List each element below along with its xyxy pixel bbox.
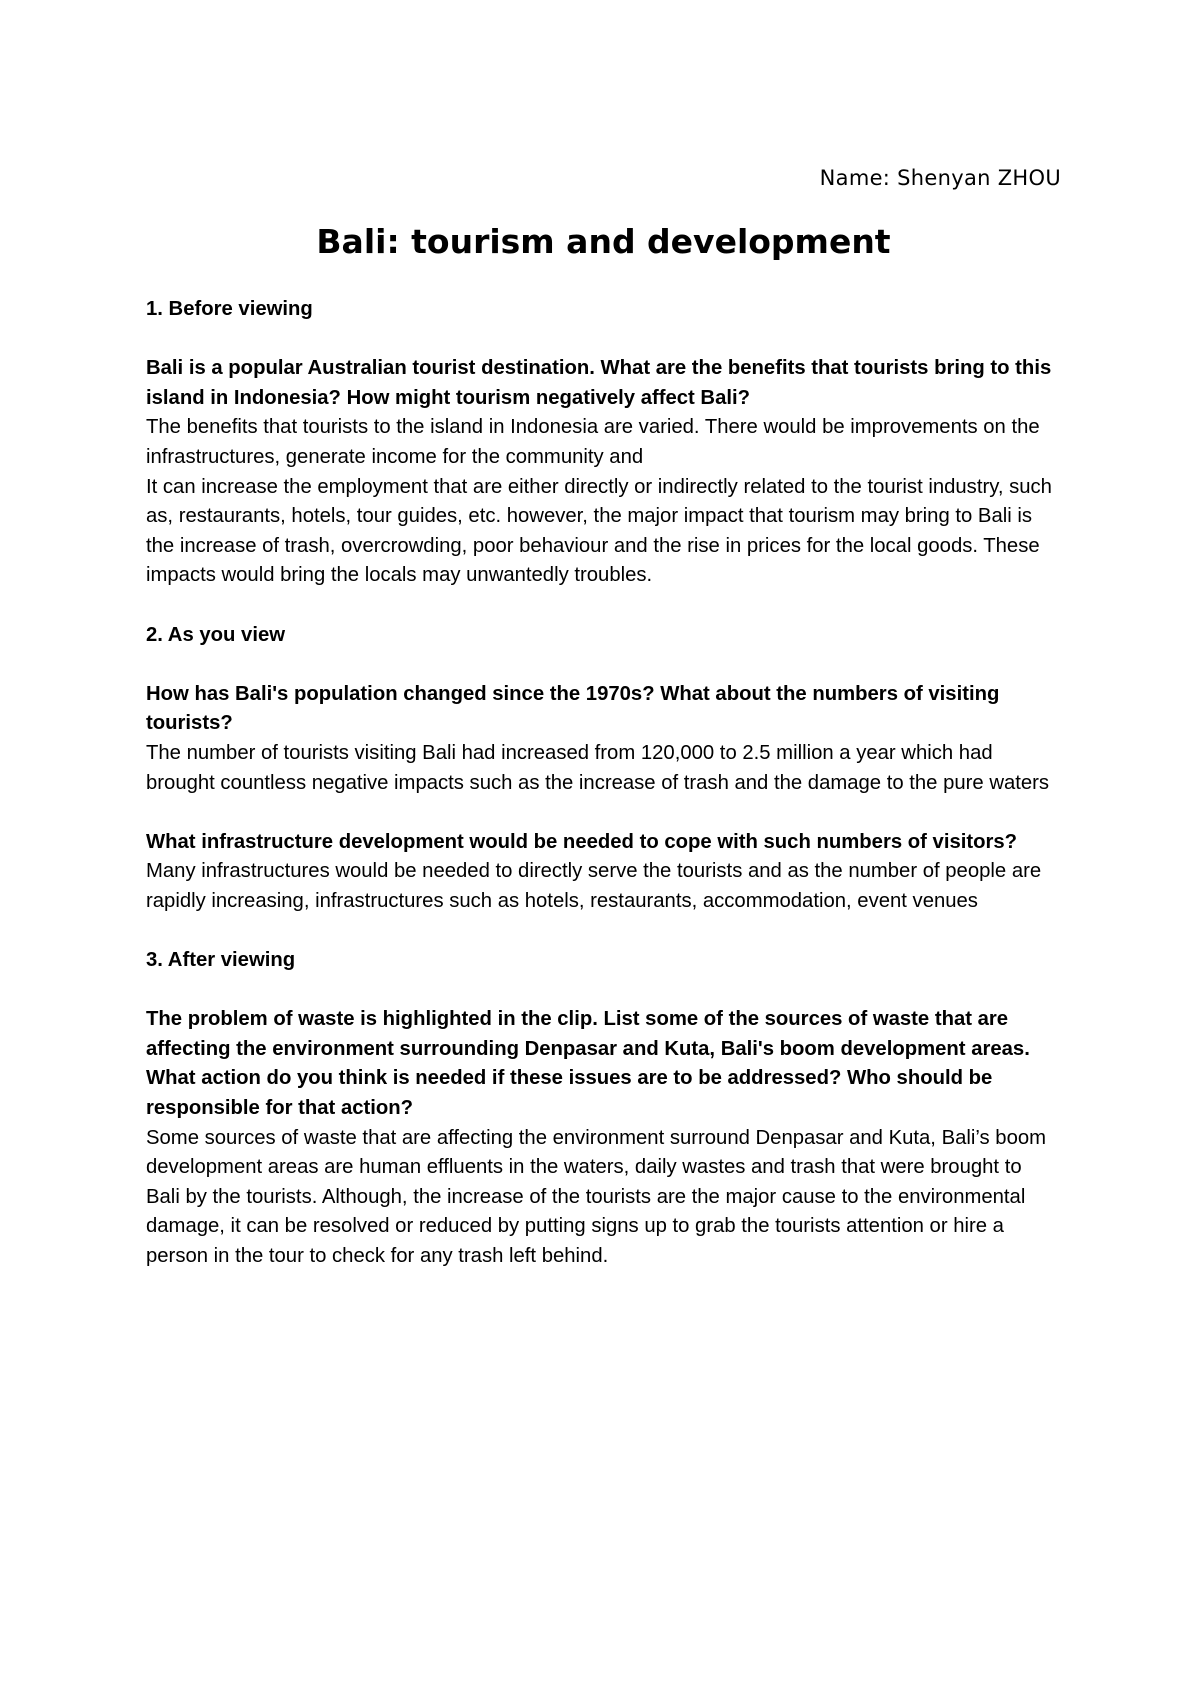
blank-line <box>146 591 1061 621</box>
blank-line <box>146 325 1061 355</box>
question-text: How has Bali's population changed since the 1970s? What about the numbers of visiting tourists? <box>146 682 1000 735</box>
section-heading: 3. After viewing <box>146 949 296 972</box>
blank-line <box>146 916 1061 946</box>
answer-text: The benefits that tourists to the island in Indonesia are varied. There would be improvements on the infrastructures, generate income for the community and <box>146 416 1040 468</box>
blank-line <box>146 976 1061 1006</box>
answer-text: Many infrastructures would be needed to directly serve the tourists and as the number of people are rapidly increasing, infrastructures such as hotels, restaurants, accommodation, event venues <box>146 860 1042 912</box>
question-text: What infrastructure development would be needed to cope with such numbers of visitors? <box>146 830 1018 853</box>
question-text: The problem of waste is highlighted in the clip. List some of the sources of waste that are affecting the environment surrounding Denpasar and Kuta, Bali's boom development areas. What action do you think is needed if these issues are to be addressed? Who should be responsible for that action? <box>146 1008 1030 1120</box>
section-heading: 2. As you view <box>146 623 286 646</box>
document-title: Bali: tourism and development <box>316 222 891 261</box>
document-body <box>146 295 1061 1272</box>
answer-text: The number of tourists visiting Bali had increased from 120,000 to 2.5 million a year which had brought countless negative impacts such as the increase of trash and the damage to the pure waters <box>146 741 1050 794</box>
question-text: Bali is a popular Australian tourist destination. What are the benefits that tourists bring to this island in Indonesia? How might tourism negatively affect Bali? <box>146 357 1052 409</box>
answer-text: It can increase the employment that are either directly or indirectly related to the tourist industry, such as, restaurants, hotels, tour guides, etc. however, the major impact that tourism may bring to Bali is the increase of trash, overcrowding, poor behaviour and the rise in prices for the local goods. These impacts would bring the locals may unwantedly troubles. <box>146 475 1052 587</box>
author-name: Name: Shenyan ZHOU <box>819 166 1061 190</box>
blank-line <box>146 650 1061 680</box>
answer-text: Some sources of waste that are affecting the environment surround Denpasar and Kuta, Bali’s boom development areas are human effluents in the waters, daily wastes and trash that were brought to Bali by the tourists. Although, the increase of the tourists are the major cause to the environmental damage, it can be resolved or reduced by putting signs up to grab the tourists attention or hire a person in the tour to check for any trash left behind. <box>146 1126 1047 1267</box>
section-heading: 1. Before viewing <box>146 298 313 320</box>
blank-line <box>146 798 1061 828</box>
